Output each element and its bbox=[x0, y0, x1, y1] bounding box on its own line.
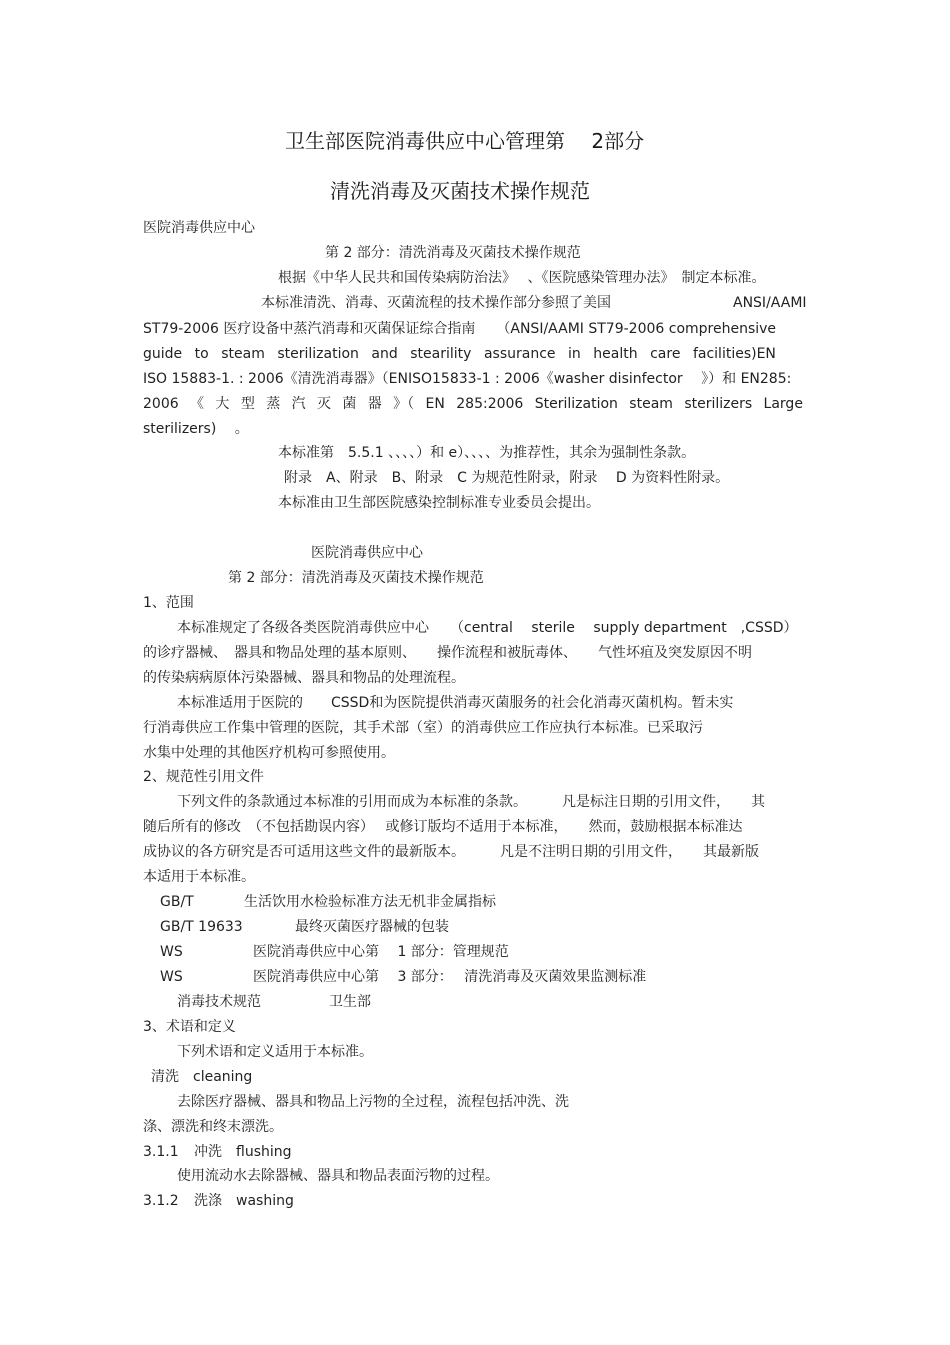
section-heading: 1、范围 bbox=[143, 595, 194, 611]
word: 器 bbox=[367, 396, 382, 412]
reference-code: WS bbox=[160, 969, 183, 985]
reference-name: 医院消毒供应中心第 1 部分：管理规范 bbox=[253, 944, 509, 960]
reference-issuer: 卫生部 bbox=[329, 994, 371, 1010]
paragraph-line: 涤、漂洗和终末漂洗。 bbox=[143, 1119, 283, 1135]
reference-name: 消毒技术规范 bbox=[177, 994, 261, 1010]
reference-name: 医院消毒供应中心第 3 部分： 清洗消毒及灭菌效果监测标准 bbox=[253, 969, 647, 985]
word: 汽 bbox=[291, 396, 306, 412]
word: guide bbox=[143, 346, 183, 362]
word: and bbox=[371, 346, 398, 362]
word: sterilizers bbox=[684, 396, 753, 412]
paragraph-line: 下列术语和定义适用于本标准。 bbox=[177, 1044, 373, 1060]
word: Large bbox=[763, 396, 803, 412]
word: facilities)EN bbox=[692, 346, 776, 362]
word: 型 bbox=[240, 396, 255, 412]
word: care bbox=[650, 346, 681, 362]
word: 大 bbox=[215, 396, 230, 412]
reference-line: ISO 15883-1. : 2006《清洗消毒器》（ENISO15833-1 : 2006《washer disinfector 》）和 EN285: bbox=[143, 371, 792, 387]
word: 》（ bbox=[393, 396, 415, 412]
word: steam bbox=[221, 346, 265, 362]
paragraph-line: 的诊疗器械、 器具和物品处理的基本原则、 操作流程和被朊毒体、 气性坏疽及突发原因不明 bbox=[143, 645, 752, 661]
reference-name: 最终灭菌医疗器械的包装 bbox=[295, 919, 449, 935]
org-label: 医院消毒供应中心 bbox=[143, 220, 255, 236]
word: sterilization bbox=[277, 346, 359, 362]
term-number: 3.1.1 bbox=[143, 1144, 179, 1160]
word: 2006 bbox=[143, 396, 179, 412]
reference-code: GB/T 19633 bbox=[160, 919, 243, 935]
document-title: 卫生部医院消毒供应中心管理第 2部分 bbox=[285, 129, 645, 153]
reference-line: ST79-2006 医疗设备中蒸汽消毒和灭菌保证综合指南 （ANSI/AAMI ST79-2006 comprehensive bbox=[143, 321, 777, 337]
part-label: 第 2 部分：清洗消毒及灭菌技术操作规范 bbox=[228, 570, 484, 586]
basis-text: 根据《中华人民共和国传染病防治法》 、《医院感染管理办法》 制定本标准。 bbox=[278, 270, 766, 286]
paragraph-line: 本标准规定了各级各类医院消毒供应中心 （central sterile supply department ,CSSD） bbox=[177, 620, 798, 636]
term-heading: 冲洗 flushing bbox=[194, 1144, 292, 1160]
paragraph-line: 本标准适用于医院的 CSSD和为医院提供消毒灭菌服务的社会化消毒灭菌机构。暂未实 bbox=[177, 695, 734, 711]
reference-line: sterilizers) 。 bbox=[143, 421, 249, 437]
term-heading: 清洗 cleaning bbox=[151, 1069, 253, 1085]
paragraph-line: 行消毒供应工作集中管理的医院，其手术部（室）的消毒供应工作应执行本标准。已采取污 bbox=[143, 720, 703, 736]
word: health bbox=[593, 346, 638, 362]
paragraph-line: 使用流动水去除器械、器具和物品表面污物的过程。 bbox=[177, 1168, 499, 1184]
reference-line bbox=[143, 395, 803, 413]
word: Sterilization bbox=[534, 396, 618, 412]
org-label: 医院消毒供应中心 bbox=[311, 545, 423, 561]
word: EN bbox=[425, 396, 445, 412]
word: stearility bbox=[410, 346, 472, 362]
paragraph-line: 随后所有的修改 （不包括勘误内容） 或修订版均不适用于本标准， 然而，鼓励根据本标准达 bbox=[143, 819, 743, 835]
term-number: 3.1.2 bbox=[143, 1193, 179, 1209]
word: 灭 bbox=[316, 396, 331, 412]
reference-name: 生活饮用水检验标准方法无机非金属指标 bbox=[244, 894, 496, 910]
word: 蒸 bbox=[266, 396, 281, 412]
reference-code: WS bbox=[160, 944, 183, 960]
appendix-text: 附录 A、附录 B、附录 C 为规范性附录，附录 D 为资料性附录。 bbox=[284, 470, 730, 486]
reference-intro: 本标准清洗、消毒、灭菌流程的技术操作部分参照了美国 bbox=[261, 295, 611, 311]
reference-code: GB/T bbox=[160, 894, 194, 910]
recommend-text: 本标准第 5.5.1 、、、、）和 e）、、、、为推荐性，其余为强制性条款。 bbox=[278, 445, 696, 461]
term-heading: 洗涤 washing bbox=[194, 1193, 294, 1209]
proposed-text: 本标准由卫生部医院感染控制标准专业委员会提出。 bbox=[278, 495, 600, 511]
word: to bbox=[194, 346, 209, 362]
document-subtitle: 清洗消毒及灭菌技术操作规范 bbox=[330, 179, 590, 203]
word: in bbox=[568, 346, 581, 362]
section-heading: 2、规范性引用文件 bbox=[143, 769, 264, 785]
paragraph-line: 成协议的各方研究是否可适用这些文件的最新版本。 凡是不注明日期的引用文件， 其最新版 bbox=[143, 844, 759, 860]
word: 285:2006 bbox=[456, 396, 524, 412]
paragraph-line: 去除医疗器械、器具和物品上污物的全过程，流程包括冲洗、洗 bbox=[177, 1094, 569, 1110]
paragraph-line: 本适用于本标准。 bbox=[143, 869, 255, 885]
paragraph-line: 下列文件的条款通过本标准的引用而成为本标准的条款。 凡是标注日期的引用文件， 其 bbox=[177, 794, 765, 810]
part-label: 第 2 部分：清洗消毒及灭菌技术操作规范 bbox=[325, 245, 581, 261]
reference-line bbox=[143, 345, 776, 363]
word: 《 bbox=[190, 396, 205, 412]
paragraph-line: 水集中处理的其他医疗机构可参照使用。 bbox=[143, 745, 395, 761]
word: 菌 bbox=[342, 396, 357, 412]
paragraph-line: 的传染病病原体污染器械、器具和物品的处理流程。 bbox=[143, 670, 465, 686]
section-heading: 3、术语和定义 bbox=[143, 1019, 236, 1035]
word: steam bbox=[629, 396, 673, 412]
word: assurance bbox=[483, 346, 556, 362]
reference-intro-standard: ANSI/AAMI bbox=[733, 295, 807, 311]
